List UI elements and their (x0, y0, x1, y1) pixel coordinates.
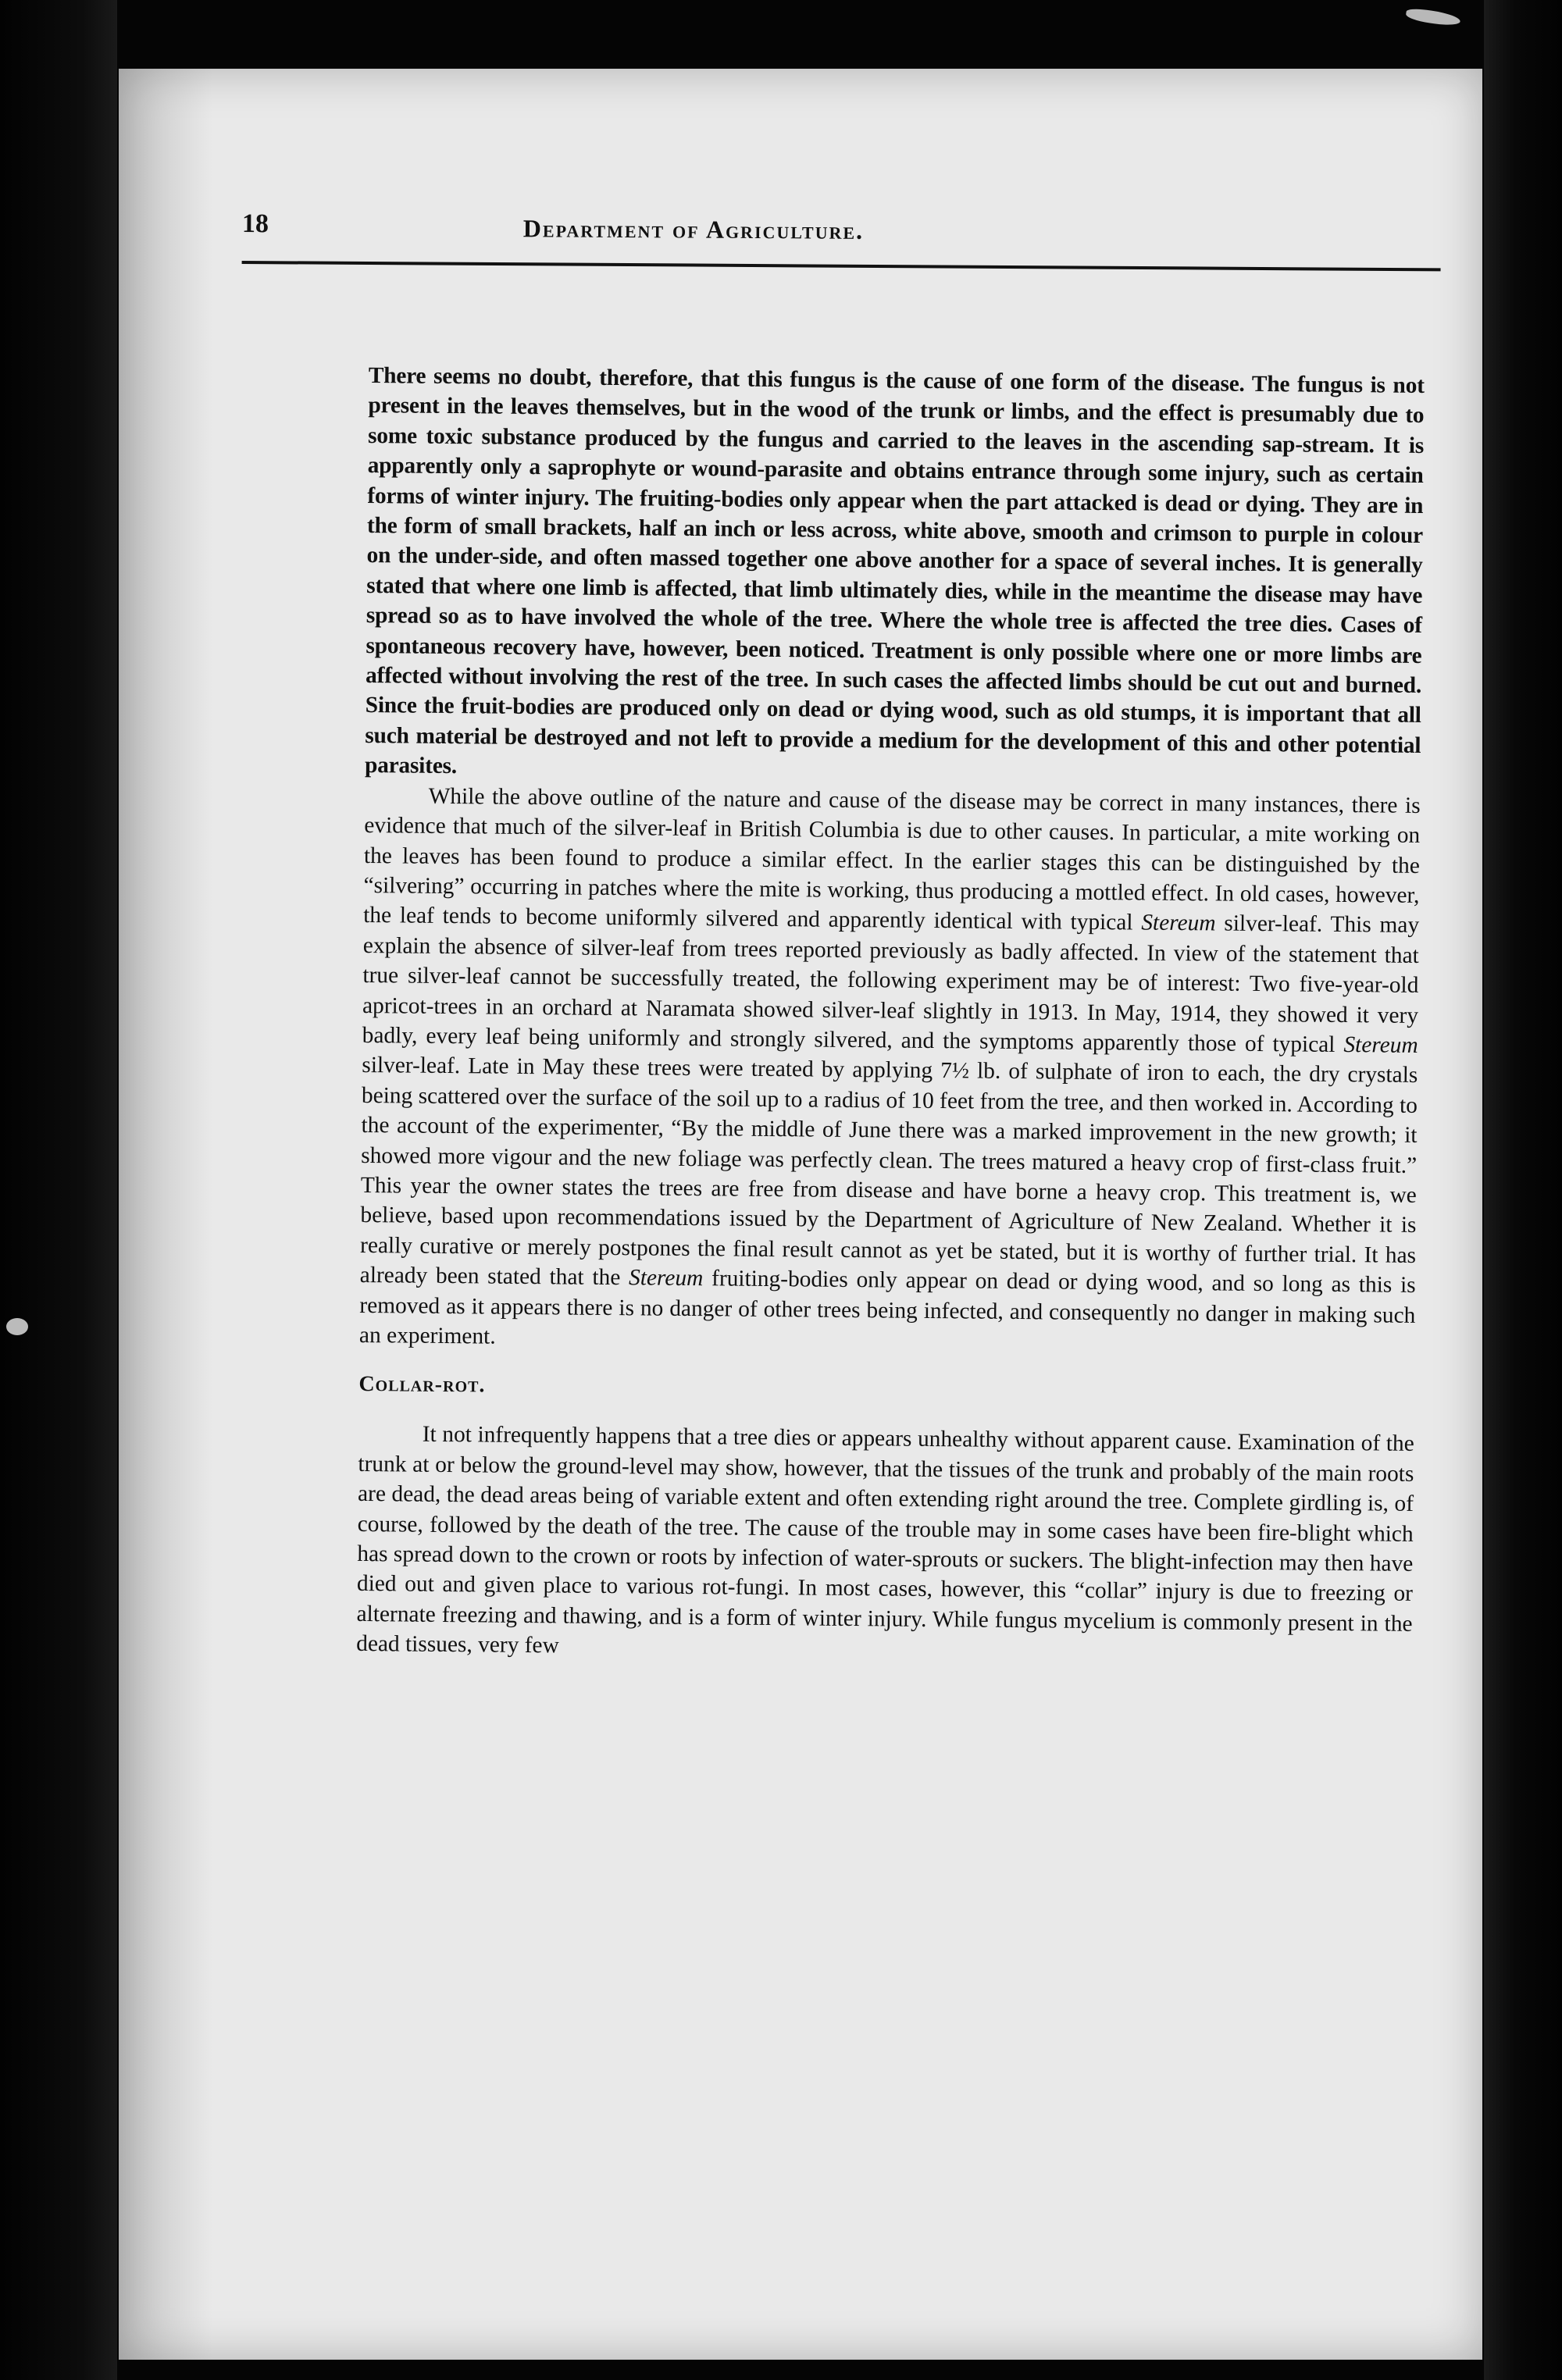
film-border-right (1484, 0, 1562, 2380)
section-heading-collar-rot: Collar-rot. (358, 1372, 486, 1398)
species-name: Stereum (628, 1265, 704, 1292)
species-name: Stereum (1141, 910, 1216, 936)
page-body (356, 361, 1425, 1669)
page-number: 18 (241, 209, 269, 239)
scan-artifact-mark (1405, 7, 1461, 27)
paragraph-text-segment: fruiting-bodies only appear on dead or dying wood, and so long as this is removed as it appears there is no danger of other trees being infected, and consequently no danger in making such an experiment. (358, 1266, 1416, 1349)
paragraph-text-segment: silver-leaf. This may explain the absence of silver-leaf from trees reported previously as badly affected. In view of the statement that true silver-leaf cannot be successfully treated, the following experiment may be of interest: Two five-year-old apricot-trees in an orchard at Naramata showed silver-leaf slightly in 1913. In May, 1914, they showed it very badly, every leaf being uniformly and strongly silvered, and the symptoms apparently those of typical (362, 910, 1420, 1057)
paragraph-text-segment: While the above outline of the nature and cause of the disease may be correct in many instances, there is evidence that much of the silver-leaf in British Columbia is due to other causes. In particular, a mite working on the leaves has been found to produce a similar effect. In the earlier stages this can be distinguished by the “silvering” occurring in patches where the mite is working, thus producing a mottled effect. In old cases, however, the leaf tends to become uniformly silvered and apparently identical with typical (363, 783, 1421, 935)
scan-artifact-dot (6, 1318, 28, 1335)
species-name: Stereum (1343, 1031, 1418, 1058)
header-rule (242, 261, 1441, 271)
page-header (242, 209, 1437, 279)
paragraph-fungus-cause: There seems no doubt, therefore, that this fungus is the cause of one form of the disease. The fungus is not present in the leaves themselves, but in the wood of the trunk or limbs, and the effect is presumably due to some toxic substance produced by the fungus and carried to the leaves in the ascending sap-stream. It is apparently only a saprophyte or wound-parasite and obtains entrance through some injury, such as certain forms of winter injury. The fruiting-bodies only appear when the part attacked is dead or dying. They are in the form of small brackets, half an inch or less across, white above, smooth and crimson to purple in colour on the under-side, and often massed together one above another for a space of several inches. It is generally stated that where one limb is affected, that limb ultimately dies, while in the meantime the disease may have spread so as to have involved the whole of the tree. Where the whole tree is affected the tree dies. Cases of spontaneous recovery have, however, been noticed. Treatment is only possible where one or more limbs are affected without involving the rest of the tree. In such cases the affected limbs should be cut out and burned. Since the fruit-bodies are produced only on dead or dying wood, such as old stumps, it is important that all such material be destroyed and not left to provide a medium for the development of this and other potential parasites. (364, 362, 1425, 779)
paragraph-collar-rot: It not infrequently happens that a tree dies or appears unhealthy without apparent cause. Examination of the trunk at or below the ground-level may show, however, that the tissues of the trunk and probably of the main roots are dead, the dead areas being of variable extent and often extending right around the tree. Complete girdling is, of course, followed by the death of the tree. The cause of the trouble may in some cases have been fire-blight which has spread down to the crown or roots by infection of water-sprouts or suckers. The blight-infection may then have died out and given place to various rot-fungi. In most cases, however, this “collar” injury is due to freezing or alternate freezing and thawing, and is a form of winter injury. While fungus mycelium is commonly present in the dead tissues, very few (356, 1422, 1414, 1659)
running-title: Department of Agriculture. (522, 214, 865, 244)
paragraph-text-segment: silver-leaf. Late in May these trees were treated by applying 7½ lb. of sulphate of iron to each, the dry crystals being scattered over the surface of the soil up to a radius of 10 feet from the tree, and then worked in. According to the account of the experimenter, “By the middle of June there was a marked improvement in the new growth; it showed more vigour and the new foliage was perfectly clean. The trees matured a heavy crop of first-class fruit.” This year the owner states the trees are free from disease and have borne a heavy crop. This treatment is, we believe, based upon recommendations issued by the Department of Agriculture of New Zealand. Whether it is really curative or merely postpones the final result cannot as yet be stated, but it is worthy of further trial. It has already been stated that the (359, 1053, 1418, 1291)
film-border-left (0, 0, 117, 2380)
paragraph-mite-silver-leaf (359, 781, 1421, 1361)
